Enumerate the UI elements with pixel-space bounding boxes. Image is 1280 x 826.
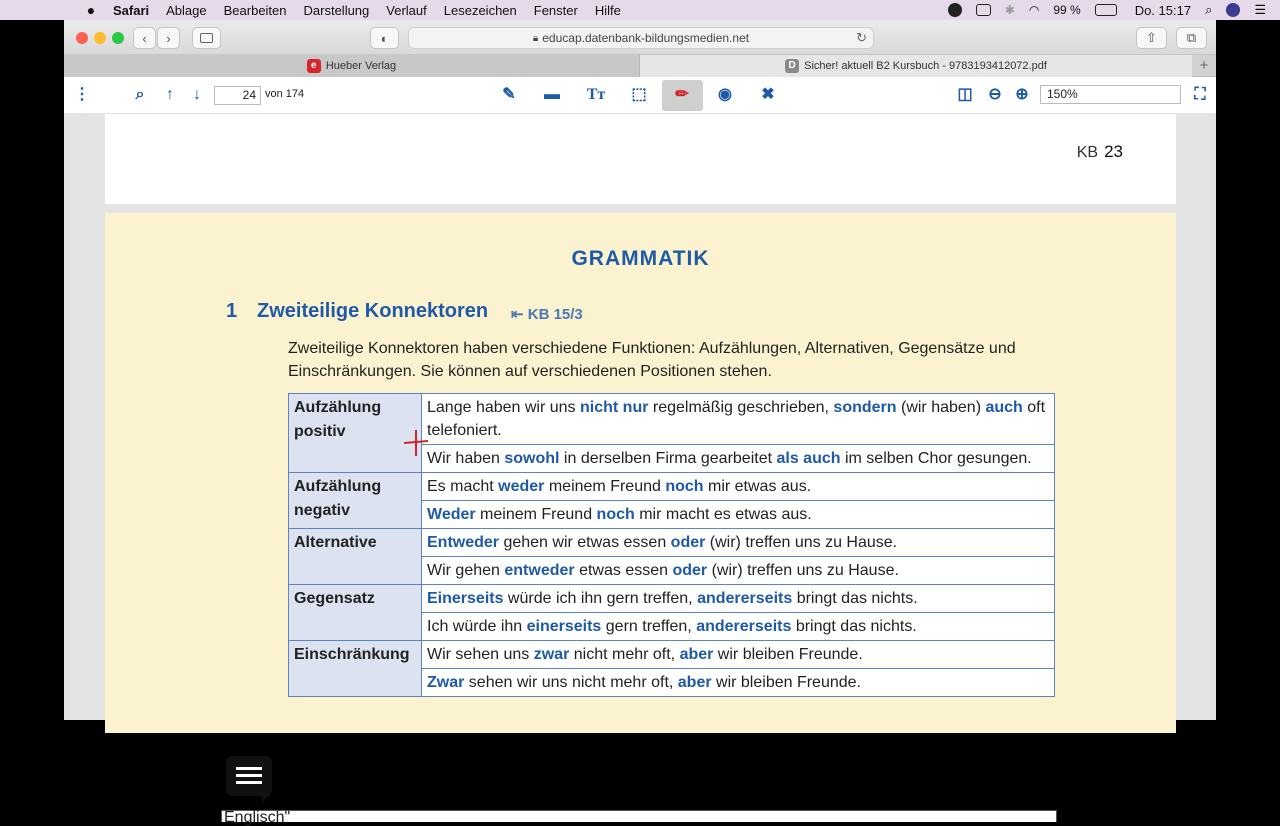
privacy-shield-button[interactable] bbox=[370, 27, 399, 49]
browser-window bbox=[64, 20, 1216, 826]
example-text: Wir sehen uns bbox=[427, 646, 534, 663]
kb-page-number: 23 bbox=[1104, 142, 1123, 161]
example-text: Es macht bbox=[427, 478, 499, 495]
tabs-icon: ⧉ bbox=[1186, 30, 1197, 45]
tab-label: Sicher! aktuell B2 Kursbuch - 9783193412072.pdf bbox=[804, 60, 1047, 72]
control-center-icon[interactable]: ☰ bbox=[1254, 2, 1266, 17]
hueber-favicon: e bbox=[307, 59, 321, 73]
menu-item-verlauf[interactable]: Verlauf bbox=[386, 2, 427, 18]
connector-word: Entweder bbox=[427, 534, 500, 551]
example-text: nicht mehr oft, bbox=[569, 646, 680, 663]
example-text: mir etwas aus. bbox=[703, 478, 812, 495]
menu-item-darstellung[interactable]: Darstellung bbox=[303, 2, 370, 18]
tab-bar bbox=[64, 55, 1216, 77]
text-box-icon[interactable]: ⬚ bbox=[631, 86, 647, 103]
connector-word: aber bbox=[677, 674, 712, 691]
section-number: 1 bbox=[226, 300, 238, 322]
example-cell bbox=[422, 585, 1055, 613]
example-text: Wir haben bbox=[427, 450, 505, 467]
new-tab-button[interactable]: + bbox=[1199, 57, 1209, 74]
example-text: wir bleiben Freunde. bbox=[713, 646, 863, 663]
connector-word: einerseits bbox=[526, 618, 602, 635]
page-header-kb bbox=[1077, 142, 1123, 162]
table-row bbox=[289, 641, 1055, 669]
delete-icon[interactable]: ✖ bbox=[761, 86, 775, 103]
share-button[interactable] bbox=[1136, 27, 1167, 49]
highlighter-icon[interactable]: ✎ bbox=[502, 86, 516, 103]
display-icon[interactable] bbox=[976, 4, 991, 16]
menu-item-lesezeichen[interactable]: Lesezeichen bbox=[443, 2, 517, 18]
zoom-out-icon[interactable]: ⊖ bbox=[988, 86, 1002, 103]
back-button[interactable]: ‹ bbox=[133, 27, 156, 49]
example-text: gehen wir etwas essen bbox=[499, 534, 671, 551]
comment-icon[interactable]: ▬ bbox=[544, 86, 560, 103]
red-cross-annotation bbox=[404, 430, 428, 456]
tab-label: Hueber Verlag bbox=[325, 60, 397, 72]
forward-button[interactable]: › bbox=[157, 27, 180, 49]
spotlight-search-icon[interactable]: ⌕ bbox=[1205, 2, 1213, 17]
example-text: etwas essen bbox=[574, 562, 673, 579]
page-layout-icon[interactable]: ◫ bbox=[957, 86, 973, 103]
page-total: von 174 bbox=[265, 88, 305, 100]
intro-paragraph: Zweiteilige Konnektoren haben verschiedene Funktionen: Aufzählungen, Alternativen, Gegensätze und Einschränkungen. Sie können auf verschiedenen Positionen stehen. bbox=[288, 340, 1016, 380]
previous-page bbox=[105, 114, 1176, 204]
connector-word: sondern bbox=[833, 399, 897, 416]
chat-line bbox=[236, 774, 262, 777]
pdf-viewer-toolbar bbox=[64, 77, 1216, 114]
tab-overview-button[interactable] bbox=[1176, 27, 1207, 49]
example-cell bbox=[422, 669, 1055, 697]
section-reference: ⇤ KB 15/3 bbox=[511, 306, 583, 323]
example-cell bbox=[422, 445, 1055, 473]
apple-icon[interactable]: ● bbox=[86, 2, 96, 18]
connector-word: andererseits bbox=[696, 618, 792, 635]
example-text: meinem Freund bbox=[544, 478, 666, 495]
chat-bubble-tail bbox=[262, 794, 271, 802]
connector-word: weder bbox=[498, 478, 545, 495]
connector-word: aber bbox=[679, 646, 714, 663]
category-cell: Aufzählung negativ bbox=[289, 473, 422, 529]
bluetooth-icon[interactable]: ✱ bbox=[1004, 3, 1015, 17]
next-page-icon[interactable]: ↓ bbox=[193, 86, 201, 103]
next-page-fragment: Englisch" bbox=[221, 810, 1057, 822]
connector-word: Zwar bbox=[427, 674, 465, 691]
menu-item-fenster[interactable]: Fenster bbox=[533, 2, 578, 18]
example-text: (wir haben) bbox=[896, 399, 986, 416]
menu-item-bearbeiten[interactable]: Bearbeiten bbox=[223, 2, 287, 18]
reload-icon[interactable]: ↻ bbox=[856, 30, 867, 45]
address-bar[interactable] bbox=[408, 27, 874, 49]
connector-word: entweder bbox=[504, 562, 575, 579]
previous-page-icon[interactable]: ↑ bbox=[166, 86, 174, 103]
table-row bbox=[289, 529, 1055, 557]
table-row bbox=[289, 473, 1055, 501]
example-text: oft telefoniert. bbox=[427, 399, 1046, 439]
connector-word: andererseits bbox=[697, 590, 793, 607]
connector-word: zwar bbox=[533, 646, 570, 663]
connector-word: Weder bbox=[427, 506, 476, 523]
pen-icon: ✏︎ bbox=[675, 86, 689, 103]
document-viewport[interactable] bbox=[64, 114, 1216, 826]
pdf-page bbox=[105, 213, 1176, 826]
example-text: Lange haben wir uns bbox=[427, 399, 580, 416]
zoom-window-button[interactable] bbox=[112, 32, 124, 44]
connector-word: noch bbox=[596, 506, 635, 523]
table-row bbox=[289, 585, 1055, 613]
pdf-favicon: D bbox=[785, 59, 799, 73]
sidebar-icon bbox=[200, 33, 213, 43]
connector-word: auch bbox=[985, 399, 1023, 416]
record-icon[interactable] bbox=[948, 3, 962, 17]
section-title: Zweiteilige Konnektoren bbox=[257, 300, 489, 322]
example-cell bbox=[422, 557, 1055, 585]
example-cell bbox=[422, 501, 1055, 529]
example-text: bringt das nichts. bbox=[791, 618, 917, 635]
connector-word: oder bbox=[672, 562, 708, 579]
tab-kursbuch-pdf[interactable] bbox=[640, 55, 1192, 77]
example-text: mir macht es etwas aus. bbox=[634, 506, 812, 523]
shield-icon: ◐ bbox=[380, 30, 389, 46]
example-text: bringt das nichts. bbox=[792, 590, 918, 607]
category-cell: Aufzählung positiv bbox=[289, 394, 422, 473]
example-text: (wir) treffen uns zu Hause. bbox=[705, 534, 898, 551]
menu-app-name[interactable]: Safari bbox=[113, 2, 150, 18]
pen-tool-button[interactable] bbox=[662, 80, 703, 111]
battery-icon[interactable] bbox=[1095, 4, 1117, 16]
example-text: im selben Chor gesungen. bbox=[840, 450, 1032, 467]
menu-clock[interactable]: Do. 15:17 bbox=[1134, 2, 1192, 18]
connector-word: Einerseits bbox=[427, 590, 504, 607]
example-cell bbox=[422, 641, 1055, 669]
connector-word: nicht nur bbox=[580, 399, 649, 416]
wifi-icon[interactable]: ◠ bbox=[1028, 3, 1040, 17]
example-text: sehen wir uns nicht mehr oft, bbox=[464, 674, 678, 691]
address-url: educap.datenbank-bildungsmedien.net bbox=[542, 31, 750, 45]
menu-bar bbox=[0, 0, 1280, 20]
example-cell bbox=[422, 473, 1055, 501]
chat-button[interactable] bbox=[226, 756, 272, 796]
example-text: würde ich ihn gern treffen, bbox=[503, 590, 698, 607]
fullscreen-icon[interactable]: ⛶ bbox=[1194, 86, 1206, 103]
example-text: gern treffen, bbox=[601, 618, 697, 635]
menu-item-ablage[interactable]: Ablage bbox=[166, 2, 207, 18]
share-icon: ⇧ bbox=[1146, 30, 1157, 45]
connector-word: sowohl bbox=[504, 450, 560, 467]
more-options-icon[interactable]: ⋮ bbox=[74, 86, 90, 103]
page-heading: GRAMMATIK bbox=[571, 247, 710, 270]
category-cell: Einschränkung bbox=[289, 641, 422, 697]
category-cell: Alternative bbox=[289, 529, 422, 585]
minimize-window-button[interactable] bbox=[94, 32, 106, 44]
search-document-icon[interactable]: ⌕ bbox=[135, 86, 145, 103]
connector-word: noch bbox=[665, 478, 704, 495]
battery-percent[interactable]: 99 % bbox=[1053, 3, 1081, 17]
connector-word: oder bbox=[670, 534, 706, 551]
menu-item-hilfe[interactable]: Hilfe bbox=[594, 2, 621, 18]
example-text: (wir) treffen uns zu Hause. bbox=[707, 562, 899, 579]
example-text: Ich würde ihn bbox=[427, 618, 527, 635]
text-size-icon[interactable]: Tᴛ bbox=[586, 86, 606, 103]
page-number-input[interactable]: 24 bbox=[214, 86, 261, 105]
zoom-in-icon[interactable]: ⊕ bbox=[1015, 86, 1029, 103]
sidebar-toggle-button[interactable] bbox=[192, 27, 221, 49]
example-cell bbox=[422, 529, 1055, 557]
close-window-button[interactable] bbox=[76, 32, 88, 44]
connector-word: als auch bbox=[776, 450, 841, 467]
tab-hueber-verlag[interactable] bbox=[64, 55, 640, 77]
hide-annotations-icon[interactable]: ◉ bbox=[718, 86, 732, 103]
lock-icon: 🔒︎ bbox=[532, 32, 539, 44]
example-text: meinem Freund bbox=[475, 506, 597, 523]
example-text: regelmäßig geschrieben, bbox=[648, 399, 834, 416]
category-cell: Gegensatz bbox=[289, 585, 422, 641]
chat-line bbox=[236, 767, 262, 770]
zoom-level-input[interactable]: 150% bbox=[1040, 85, 1181, 104]
example-text: wir bleiben Freunde. bbox=[711, 674, 861, 691]
example-text: in derselben Firma gearbeitet bbox=[559, 450, 777, 467]
browser-toolbar bbox=[64, 20, 1216, 55]
example-cell bbox=[422, 613, 1055, 641]
chat-line bbox=[236, 781, 262, 784]
kb-label: KB bbox=[1076, 144, 1099, 161]
siri-icon[interactable] bbox=[1226, 3, 1240, 17]
example-cell bbox=[422, 394, 1055, 445]
example-text: Wir gehen bbox=[427, 562, 505, 579]
